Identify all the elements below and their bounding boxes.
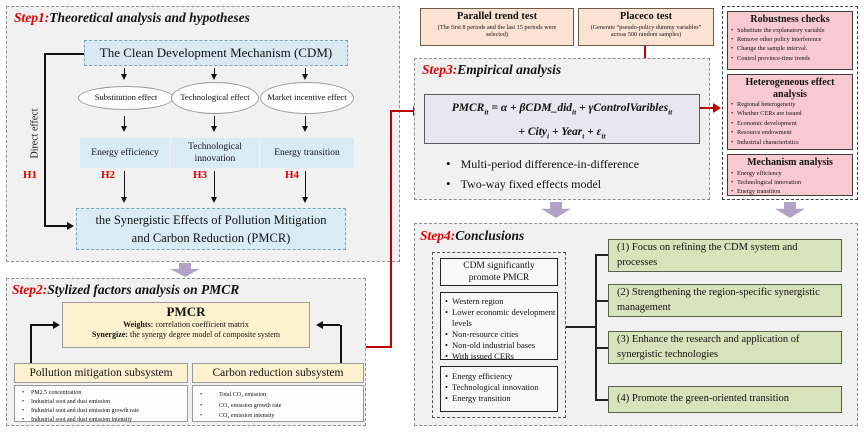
list-item: • Non-old industrial bases — [441, 340, 557, 351]
list-item: • Industrial characteristics — [728, 138, 852, 147]
placebo-test-title: Placeco test — [619, 11, 673, 22]
main-result-box: CDM significantly promote PMCR — [440, 258, 558, 286]
channel-technological-innovation: Technological innovation — [171, 138, 259, 168]
list-item: • Economic development — [728, 119, 852, 128]
effect-ellipse-substitution: Substitution effect — [78, 86, 174, 110]
effect-ellipse-technological: Technological effect — [171, 82, 259, 114]
parallel-trend-test-subtitle: (The first 8 periods and the last 15 periods were selected) — [437, 23, 557, 39]
list-item: • Substitute the explanatory variable — [728, 26, 852, 35]
list-item: • Lower economic development levels — [441, 307, 557, 329]
down-arrow-icon — [214, 171, 215, 200]
channel-energy-efficiency: Energy efficiency — [80, 138, 170, 168]
conclusion-spine — [595, 254, 597, 401]
pollution-subsystem-list — [14, 385, 188, 422]
list-item: • PM2.5 concentration — [15, 389, 187, 398]
pmcr-synergize-line: Synergize: the synergy degree model of composite system — [91, 330, 281, 339]
down-arrow-icon — [305, 68, 306, 77]
step1-title — [14, 10, 250, 26]
down-arrow-icon — [305, 116, 306, 129]
step3-title-prefix: Step3: — [422, 62, 458, 77]
left-connector-horizontal — [30, 324, 53, 326]
method-bullet-1: • Multi-period difference-in-difference — [446, 156, 640, 171]
direct-effect-line-vertical — [44, 53, 46, 226]
down-arrow-icon — [214, 116, 215, 129]
robustness-checks-box: Robustness checks • Substitute the explanatory variable • Remove other policy interference • Change the sample interval. • Control province-time trends — [727, 11, 853, 70]
regression-formula: $PMCR_{it} = \alpha$ + βCDM_did$_{it}$ + γControlVaribles$_{it}$ + City$_i$ + Year$_t$ + $\varepsilon_{it}$ — [424, 94, 700, 144]
list-item: • Change the sample interval. — [728, 44, 852, 53]
hypothesis-h4: H4 — [284, 169, 300, 181]
left-arrowhead-icon — [312, 321, 323, 329]
pollution-subsystem-header: Pollution mitigation subsystem — [14, 363, 188, 383]
right-connector-vertical — [340, 325, 342, 363]
direct-effect-line-bottom — [44, 225, 67, 227]
placebo-test-subtitle: (Generate “pseudo-policy dummy variables” across 500 random samples) — [590, 23, 702, 39]
pmcr-synergistic-box: the Synergistic Effects of Pollution Mitigation and Carbon Reduction (PMCR) — [76, 208, 346, 250]
list-item: • Energy transition — [441, 393, 557, 404]
down-arrow-icon — [305, 171, 306, 200]
purple-down-arrow-icon — [541, 202, 571, 218]
right-arrowhead-icon — [53, 321, 64, 329]
list-item: • Industrial soot and dust emission — [15, 398, 187, 407]
branch-line — [595, 300, 608, 302]
red-connector-vertical — [390, 110, 392, 348]
heterogeneity-findings-box — [440, 292, 558, 360]
list-item: • Energy efficiency — [728, 169, 852, 178]
list-item: • Technological innovation — [728, 178, 852, 187]
step4-title — [420, 228, 524, 244]
carbon-subsystem-header: Carbon reduction subsystem — [192, 363, 364, 383]
cdm-box: The Clean Development Mechanism (CDM) — [84, 40, 348, 66]
purple-down-arrow-icon — [170, 263, 200, 277]
channel-energy-transition: Energy transition — [260, 138, 354, 168]
list-item: • CO₂ emission growth rate — [193, 401, 363, 412]
parallel-trend-test-title: Parallel trend test — [456, 11, 538, 22]
branch-line — [595, 399, 608, 401]
list-item: • Control province-time trends — [728, 54, 852, 63]
list-item: • Resource endowment — [728, 128, 852, 137]
red-connector-top — [392, 110, 414, 112]
list-item: • With issued CERs — [441, 351, 557, 362]
down-arrow-icon — [124, 68, 125, 77]
pmcr-title: PMCR — [166, 304, 206, 319]
list-item: • Regional heterogeneity — [728, 100, 852, 109]
carbon-subsystem-list — [192, 385, 364, 422]
step2-title — [12, 282, 239, 298]
list-item: • Total CO₂ emission — [193, 390, 363, 401]
mechanism-findings-box — [440, 366, 558, 412]
branch-line — [595, 347, 608, 349]
conclusion-2: (2) Strengthening the region-specific synergistic management — [608, 284, 842, 317]
step2-title-prefix: Step2: — [12, 282, 48, 297]
down-arrow-icon — [214, 68, 215, 77]
step3-title — [422, 62, 561, 78]
list-item: • Industrial soot and dust emission intensity — [15, 416, 187, 425]
step2-title-text: Stylized factors analysis on PMCR — [47, 282, 240, 297]
down-arrow-icon — [124, 171, 125, 200]
list-item: • Energy transition — [728, 187, 852, 196]
step4-title-prefix: Step4: — [420, 228, 456, 243]
list-item: • Energy efficiency — [441, 371, 557, 382]
hypothesis-h1: H1 — [22, 169, 38, 181]
method-bullet-2: • Two-way fixed effects model — [446, 176, 602, 191]
list-item: • Industrial soot and dust emission growth rate — [15, 407, 187, 416]
list-item: • Whether CERs are issued — [728, 109, 852, 118]
left-connector-vertical — [30, 325, 32, 363]
list-item: • Western region — [441, 296, 557, 307]
red-connector-bottom — [366, 346, 392, 348]
mechanism-analysis-box: Mechanism analysis • Energy efficiency • Technological innovation • Energy transition — [727, 154, 853, 196]
purple-down-arrow-icon — [775, 202, 805, 218]
conclusion-3: (3) Enhance the research and application of synergistic technologies — [608, 331, 842, 364]
effect-ellipse-market-incentive: Market incentive effect — [260, 82, 354, 114]
step4-title-text: Conclusions — [455, 228, 525, 243]
list-item: • Technological innovation — [441, 382, 557, 393]
pmcr-weights-line: Weights: correlation coefficient matrix — [123, 320, 249, 329]
hypothesis-h3: H3 — [192, 169, 208, 181]
down-arrow-icon — [124, 116, 125, 129]
parallel-trend-test-box — [420, 8, 574, 46]
step3-title-text: Empirical analysis — [457, 62, 562, 77]
list-item: • Remove other policy interference — [728, 35, 852, 44]
pmcr-composite-box — [62, 302, 310, 348]
step1-title-prefix: Step1: — [14, 10, 50, 25]
conclusion-1: (1) Focus on refining the CDM system and processes — [608, 239, 842, 272]
red-right-line — [700, 107, 714, 109]
conclusion-connector-main — [566, 326, 595, 328]
branch-line — [595, 254, 608, 256]
hypothesis-h2: H2 — [100, 169, 116, 181]
list-item: • CO₂ emission intensity — [193, 411, 363, 422]
placebo-test-box — [578, 8, 714, 46]
list-item: • Non-resource cities — [441, 329, 557, 340]
step1-title-text: Theoretical analysis and hypotheses — [49, 10, 250, 25]
direct-effect-label: Direct effect — [29, 108, 41, 159]
direct-effect-line-top — [44, 53, 84, 55]
heterogeneous-effect-box: Heterogeneous effect analysis • Regional heterogeneity • Whether CERs are issued • Economic development • Resource endowment • Industrial characteristics — [727, 74, 853, 150]
conclusion-4: (4) Promote the green-oriented transition — [608, 386, 842, 413]
